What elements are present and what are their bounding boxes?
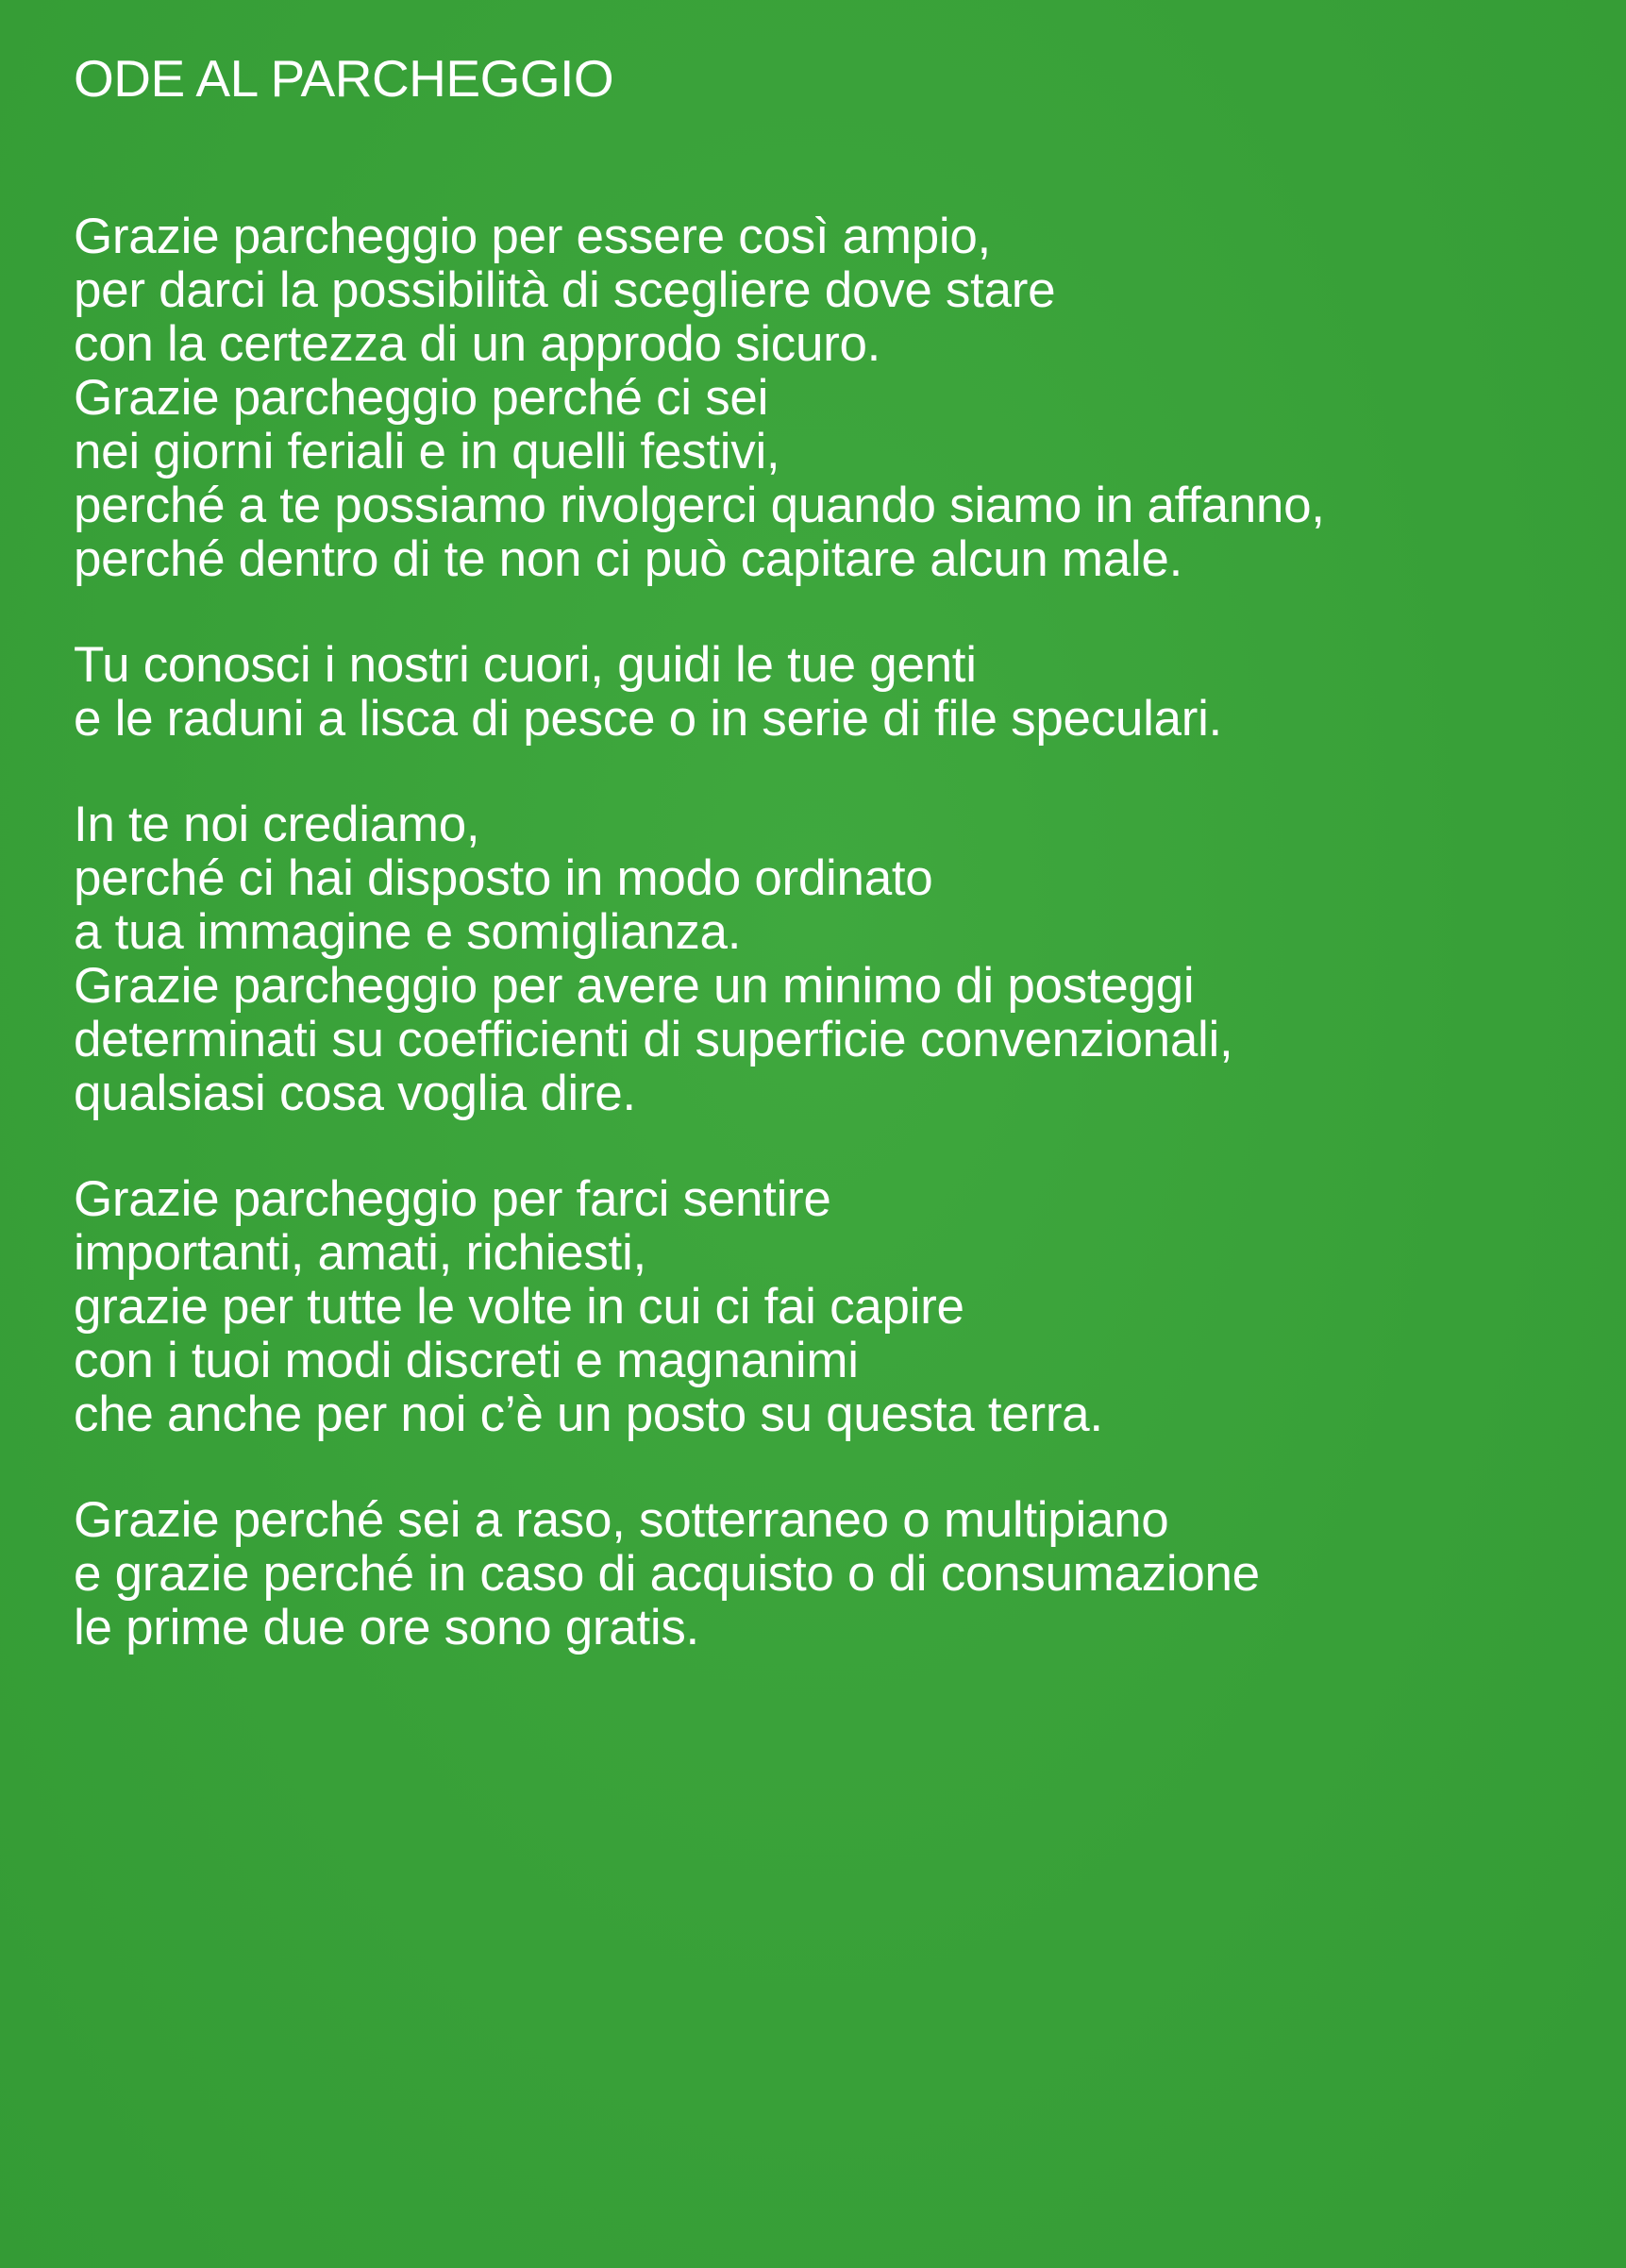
poem-line: con la certezza di un approdo sicuro. [74,316,881,372]
poem-line: per darci la possibilità di scegliere dove stare [74,262,1056,318]
stanza-3 [74,798,1626,1120]
poem-line: che anche per noi c’è un posto su questa terra. [74,1386,1103,1442]
poem-line: Grazie parcheggio per avere un minimo di posteggi [74,958,1195,1014]
poem-line: Grazie parcheggio perché ci sei [74,370,769,426]
poem-line: a tua immagine e somiglianza. [74,904,742,960]
poem-line: e le raduni a lisca di pesce o in serie di file speculari. [74,691,1222,747]
poem-line: importanti, amati, richiesti, [74,1225,646,1281]
stanza-5 [74,1493,1626,1655]
poem-line: Tu conosci i nostri cuori, guidi le tue genti [74,637,977,693]
poem-line: con i tuoi modi discreti e magnanimi [74,1333,859,1388]
poem-line: e grazie perché in caso di acquisto o di consumazione [74,1546,1260,1602]
poem-line: perché a te possiamo rivolgerci quando siamo in affanno, [74,478,1325,533]
poem-line: In te noi crediamo, [74,797,480,852]
poem-body [74,210,1626,1655]
poem-line: Grazie parcheggio per essere così ampio, [74,209,991,264]
poem-line: le prime due ore sono gratis. [74,1600,699,1655]
poem-line: qualsiasi cosa voglia dire. [74,1066,636,1121]
poem-line: grazie per tutte le volte in cui ci fai capire [74,1279,964,1335]
poem-line: perché dentro di te non ci può capitare alcun male. [74,531,1183,587]
poem-line: nei giorni feriali e in quelli festivi, [74,424,780,479]
poem-title: ODE AL PARCHEGGIO [74,49,614,108]
poem-line: determinati su coefficienti di superficie convenzionali, [74,1012,1233,1067]
poem-line: Grazie parcheggio per farci sentire [74,1171,831,1227]
stanza-2 [74,638,1626,746]
poem-line: Grazie perché sei a raso, sotterraneo o multipiano [74,1492,1169,1548]
poem-line: perché ci hai disposto in modo ordinato [74,850,933,906]
stanza-1 [74,210,1626,586]
stanza-4 [74,1172,1626,1441]
